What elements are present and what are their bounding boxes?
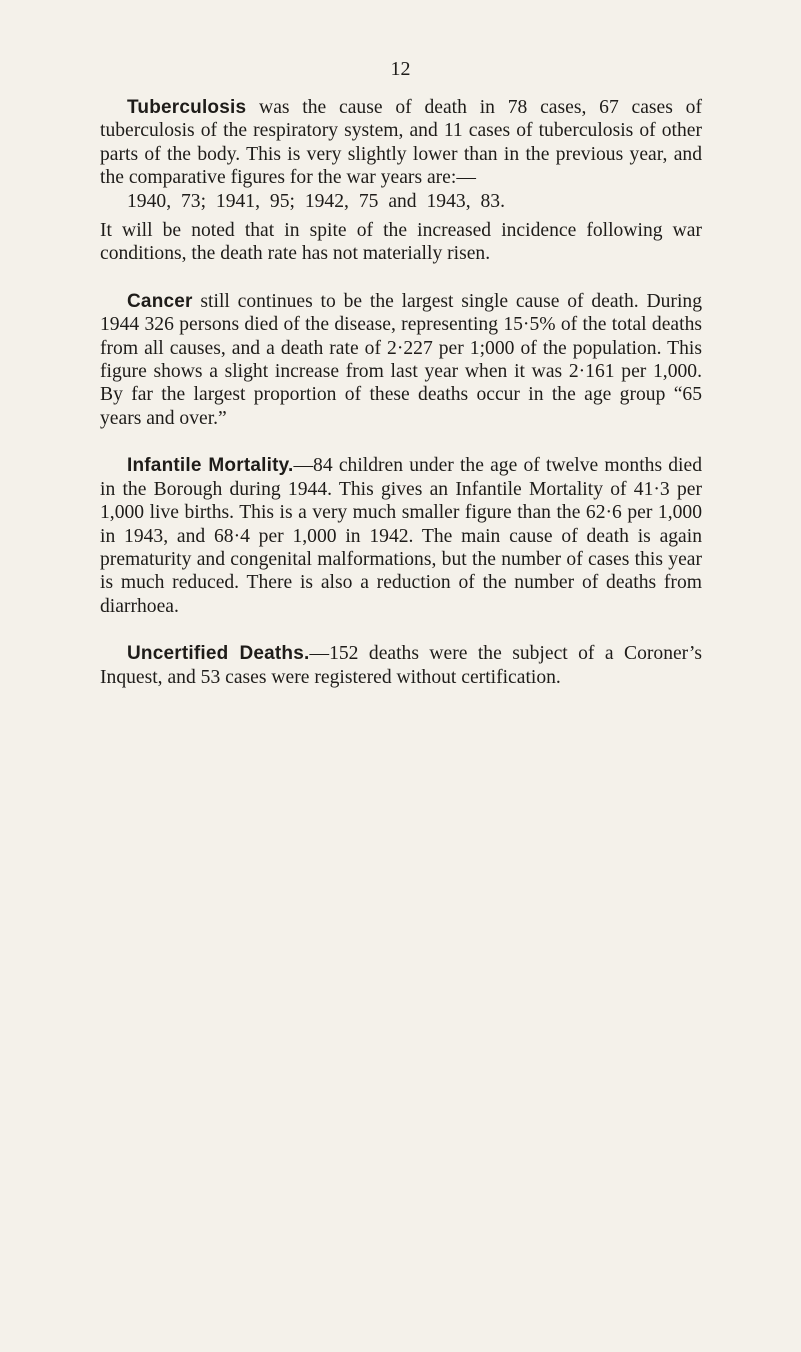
tuberculosis-war-figures: 1940, 73; 1941, 95; 1942, 75 and 1943, 83. xyxy=(127,190,505,212)
infantile-mortality-heading: Infantile Mortality. xyxy=(127,455,294,477)
uncertified-deaths-text: —152 deaths were the subject of a Coroner’s Inquest, and 53 cases were registered without certification. xyxy=(100,643,703,688)
cancer-text: still continues to be the largest single cause of death. During 1944 326 persons died of the disease, representing 15·5% of the total deaths from all causes, and a death rate of 2·227 per 1;000 of the population. This figure shows a slight increase from last year when it was 2·161 per 1,000. By far the largest proportion of these deaths occur in the age group “65 years and over.” xyxy=(100,290,702,429)
tuberculosis-text: was the cause of death in 78 cases, 67 cases of tuberculosis of the respiratory system, and 11 cases of tuberculosis of other parts of the body. This is very slightly lower than in the previous year, and the comparative figures for the war years are:— xyxy=(100,97,702,189)
infantile-mortality-paragraph xyxy=(100,454,702,618)
page-number: 12 xyxy=(390,58,411,80)
uncertified-deaths-heading: Uncertified Deaths. xyxy=(127,643,310,665)
tuberculosis-heading: Tuberculosis xyxy=(127,97,247,118)
uncertified-deaths-paragraph xyxy=(100,642,702,689)
infantile-mortality-text: —84 children under the age of twelve months died in the Borough during 1944. This gives an Infantile Mortality of 41·3 per 1,000 live births. This is a very much smaller figure than the 62·6 per 1,000 in 1943, and 68·4 per 1,000 in 1942. The main cause of death is again prematurity and congenital malformations, but the number of cases this year is much reduced. There is also a reduction of the number of deaths from diarrhoea. xyxy=(100,455,702,617)
tuberculosis-paragraph xyxy=(100,96,702,190)
cancer-heading: Cancer xyxy=(127,290,193,312)
cancer-paragraph xyxy=(100,290,702,430)
body-text xyxy=(100,96,702,689)
tuberculosis-note: It will be noted that in spite of the increased incidence following war conditions, the death rate has not materially risen. xyxy=(100,220,702,265)
